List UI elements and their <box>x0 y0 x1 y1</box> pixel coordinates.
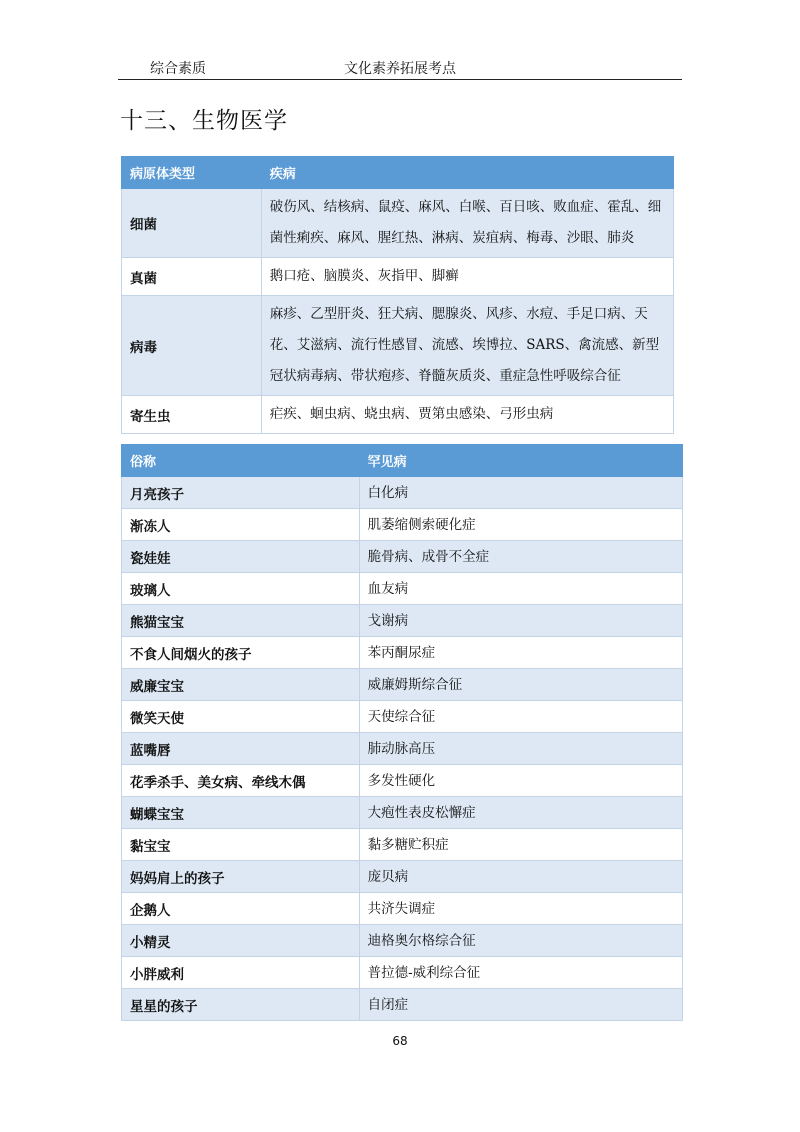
nickname-cell: 微笑天使 <box>122 701 360 733</box>
table-header-row <box>122 157 674 189</box>
rare-disease-cell: 威廉姆斯综合征 <box>359 669 682 701</box>
nickname-cell: 妈妈肩上的孩子 <box>122 861 360 893</box>
rare-disease-cell: 戈谢病 <box>359 605 682 637</box>
rare-disease-cell: 天使综合征 <box>359 701 682 733</box>
pathogen-type-cell: 病毒 <box>122 296 262 396</box>
nickname-cell: 星星的孩子 <box>122 989 360 1021</box>
table-row <box>122 989 683 1021</box>
table-row <box>122 701 683 733</box>
rare-disease-cell: 血友病 <box>359 573 682 605</box>
nickname-cell: 企鹅人 <box>122 893 360 925</box>
rare-disease-table <box>121 444 683 1021</box>
rare-disease-cell: 迪格奥尔格综合征 <box>359 925 682 957</box>
rare-disease-cell: 肺动脉高压 <box>359 733 682 765</box>
table-row <box>122 925 683 957</box>
table-row <box>122 829 683 861</box>
column-header-rare-disease: 罕见病 <box>359 445 682 477</box>
table-row <box>122 296 674 396</box>
table-row <box>122 477 683 509</box>
table-row <box>122 605 683 637</box>
rare-disease-cell: 苯丙酮尿症 <box>359 637 682 669</box>
disease-cell: 破伤风、结核病、鼠疫、麻风、白喉、百日咳、败血症、霍乱、细菌性痢疾、麻风、腥红热、淋病、炭疽病、梅毒、沙眼、肺炎 <box>261 189 673 258</box>
nickname-cell: 熊猫宝宝 <box>122 605 360 637</box>
table-header-row <box>122 445 683 477</box>
rare-disease-cell: 庞贝病 <box>359 861 682 893</box>
rare-disease-cell: 大疱性表皮松懈症 <box>359 797 682 829</box>
nickname-cell: 蝴蝶宝宝 <box>122 797 360 829</box>
table-row <box>122 797 683 829</box>
pathogen-table <box>121 156 674 434</box>
section-title: 十三、生物医学 <box>120 108 288 134</box>
table-row <box>122 189 674 258</box>
nickname-cell: 不食人间烟火的孩子 <box>122 637 360 669</box>
pathogen-type-cell: 寄生虫 <box>122 396 262 434</box>
table-row <box>122 573 683 605</box>
column-header-disease: 疾病 <box>261 157 673 189</box>
rare-disease-cell: 肌萎缩侧索硬化症 <box>359 509 682 541</box>
rare-disease-cell: 脆骨病、成骨不全症 <box>359 541 682 573</box>
table-row <box>122 861 683 893</box>
nickname-cell: 蓝嘴唇 <box>122 733 360 765</box>
nickname-cell: 瓷娃娃 <box>122 541 360 573</box>
table-row <box>122 893 683 925</box>
nickname-cell: 小胖威利 <box>122 957 360 989</box>
pathogen-type-cell: 真菌 <box>122 258 262 296</box>
column-header-pathogen-type: 病原体类型 <box>122 157 262 189</box>
table-row <box>122 396 674 434</box>
pathogen-type-cell: 细菌 <box>122 189 262 258</box>
nickname-cell: 威廉宝宝 <box>122 669 360 701</box>
table-row <box>122 509 683 541</box>
rare-disease-cell: 多发性硬化 <box>359 765 682 797</box>
nickname-cell: 花季杀手、美女病、牵线木偶 <box>122 765 360 797</box>
header-chapter: 文化素养拓展考点 <box>344 61 456 77</box>
disease-cell: 鹅口疮、脑膜炎、灰指甲、脚癣 <box>261 258 673 296</box>
column-header-nickname: 俗称 <box>122 445 360 477</box>
table-row <box>122 733 683 765</box>
nickname-cell: 月亮孩子 <box>122 477 360 509</box>
rare-disease-cell: 普拉德-威利综合征 <box>359 957 682 989</box>
nickname-cell: 玻璃人 <box>122 573 360 605</box>
disease-cell: 疟疾、蛔虫病、蛲虫病、贾第虫感染、弓形虫病 <box>261 396 673 434</box>
table-row <box>122 669 683 701</box>
nickname-cell: 黏宝宝 <box>122 829 360 861</box>
rare-disease-cell: 共济失调症 <box>359 893 682 925</box>
rare-disease-cell: 白化病 <box>359 477 682 509</box>
page-header <box>118 58 682 80</box>
header-subject: 综合素质 <box>150 61 206 77</box>
table-row <box>122 258 674 296</box>
nickname-cell: 小精灵 <box>122 925 360 957</box>
rare-disease-cell: 黏多糖贮积症 <box>359 829 682 861</box>
disease-cell: 麻疹、乙型肝炎、狂犬病、腮腺炎、风疹、水痘、手足口病、天花、艾滋病、流行性感冒、流感、埃博拉、SARS、禽流感、新型冠状病毒病、带状疱疹、脊髓灰质炎、重症急性呼吸综合征 <box>261 296 673 396</box>
table-row <box>122 541 683 573</box>
table-row <box>122 637 683 669</box>
rare-disease-table-body <box>122 477 683 1021</box>
rare-disease-cell: 自闭症 <box>359 989 682 1021</box>
table-row <box>122 957 683 989</box>
table-row <box>122 765 683 797</box>
page-number: 68 <box>392 1034 408 1048</box>
nickname-cell: 渐冻人 <box>122 509 360 541</box>
